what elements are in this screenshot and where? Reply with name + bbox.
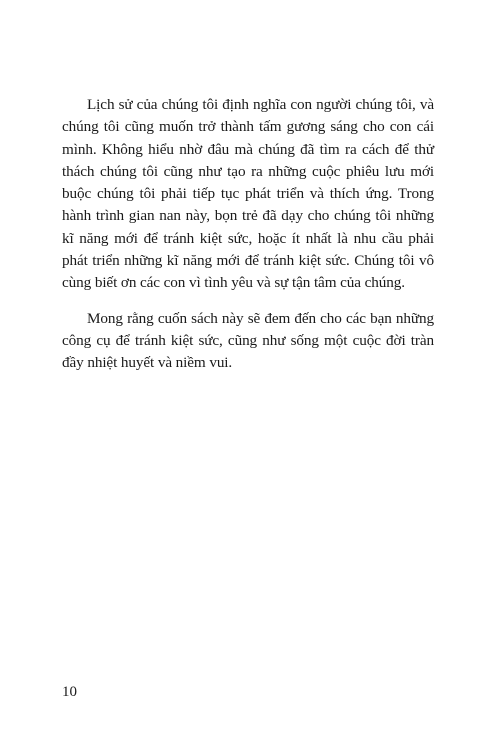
- body-text: [62, 94, 434, 388]
- paragraph-1: Lịch sử của chúng tôi định nghĩa con người chúng tôi, và chúng tôi cũng muốn trở thành tấm gương sáng cho con cái mình. Không hiểu nhờ đâu mà chúng đã tìm ra cách để thử thách chúng tôi cũng như tạo ra những cuộc phiêu lưu mới buộc chúng tôi phải tiếp tục phát triển và thích ứng. Trong hành trình gian nan này, bọn trẻ đã dạy cho chúng tôi những kĩ năng mới để tránh kiệt sức, hoặc ít nhất là nhu cầu phải phát triển những kĩ năng mới để tránh kiệt sức. Chúng tôi vô cùng biết ơn các con vì tình yêu và sự tận tâm của chúng.: [62, 96, 434, 292]
- paragraph-2: Mong rằng cuốn sách này sẽ đem đến cho các bạn những công cụ để tránh kiệt sức, cũng như sống một cuộc đời tràn đầy nhiệt huyết và niềm vui.: [62, 309, 434, 372]
- page-number: 10: [62, 684, 77, 700]
